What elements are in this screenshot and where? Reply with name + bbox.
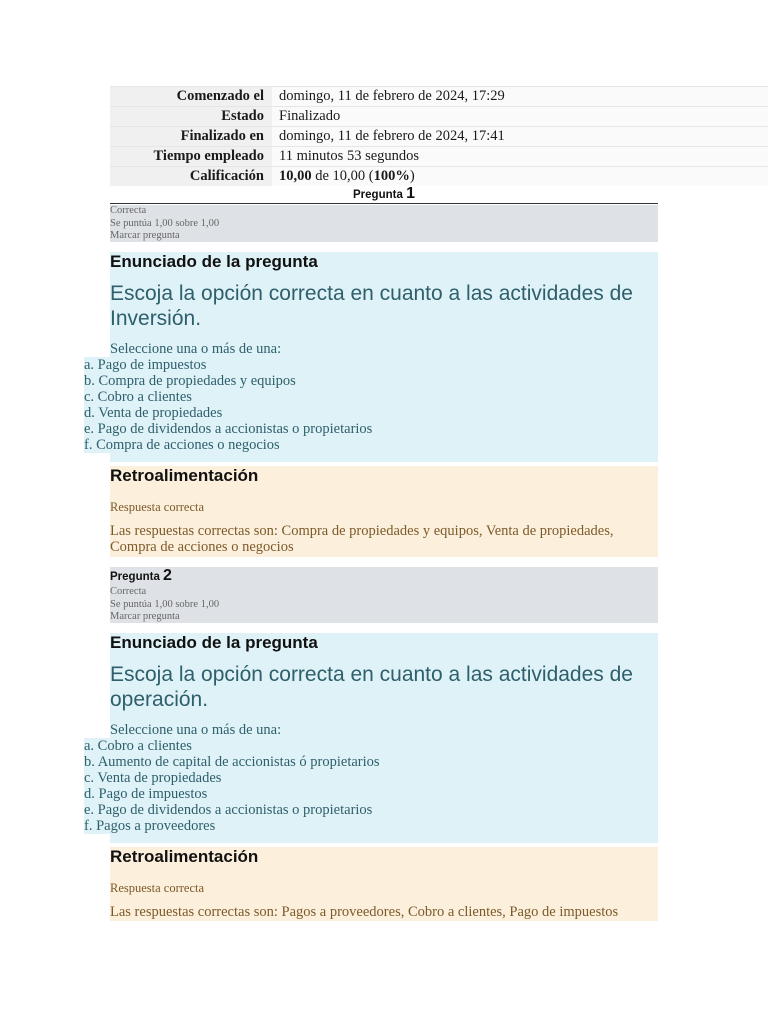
question-1-feedback	[110, 466, 658, 557]
question-number: 2	[163, 567, 172, 584]
summary-row	[110, 107, 768, 127]
grade-value	[272, 167, 768, 187]
question-text: Escoja la opción correcta en cuanto a las actividades de Inversión.	[110, 282, 633, 330]
flag-question-link[interactable]: Marcar pregunta	[110, 230, 180, 241]
right-answer: Las respuestas correctas son: Compra de propiedades y equipos, Venta de propiedades, Compra de acciones o negocios	[110, 523, 614, 555]
summary-label: Comenzado el	[110, 87, 272, 107]
grade-score: 10,00	[279, 168, 312, 184]
question-grade: Se puntúa 1,00 sobre 1,00	[110, 598, 220, 610]
grade-of: de 10,00 (	[311, 168, 374, 184]
feedback-status: Respuesta correcta	[110, 500, 205, 514]
summary-row	[110, 127, 768, 147]
question-title-text: Pregunta	[110, 571, 164, 583]
summary-row-grade	[110, 167, 768, 187]
question-2-info	[110, 567, 658, 623]
question-2-feedback	[110, 847, 658, 921]
question-number: 1	[406, 185, 415, 202]
answer-prompt: Seleccione una o más de una:	[110, 722, 282, 738]
question-title-text: Pregunta	[353, 189, 407, 201]
answer-option[interactable]: e. Pago de dividendos a accionistas o propietarios	[84, 421, 373, 437]
content-heading: Enunciado de la pregunta	[110, 633, 318, 652]
question-1-title	[110, 185, 658, 203]
question-2-content	[84, 633, 658, 843]
answer-option[interactable]: d. Venta de propiedades	[84, 405, 223, 421]
grade-label: Calificación	[110, 167, 272, 187]
summary-value: domingo, 11 de febrero de 2024, 17:29	[272, 87, 768, 107]
question-2-title	[110, 567, 658, 586]
question-text: Escoja la opción correcta en cuanto a las actividades de operación.	[110, 663, 633, 711]
summary-label: Finalizado en	[110, 127, 272, 147]
grade-close: )	[409, 168, 415, 184]
answer-option[interactable]: f. Compra de acciones o negocios	[84, 437, 280, 453]
feedback-status: Respuesta correcta	[110, 881, 205, 895]
answer-option[interactable]: e. Pago de dividendos a accionistas o propietarios	[84, 802, 373, 818]
right-answer: Las respuestas correctas son: Pagos a proveedores, Cobro a clientes, Pago de impuestos	[110, 904, 619, 920]
content-heading: Enunciado de la pregunta	[110, 252, 318, 271]
answer-option[interactable]: b. Aumento de capital de accionistas ó propietarios	[84, 754, 380, 770]
question-1-content	[84, 252, 658, 462]
answer-option[interactable]: d. Pago de impuestos	[84, 786, 208, 802]
summary-value: 11 minutos 53 segundos	[272, 147, 768, 167]
question-state: Correcta	[110, 205, 147, 216]
divider	[110, 203, 658, 204]
question-1-info	[110, 205, 658, 242]
summary-row	[110, 87, 768, 107]
summary-value: Finalizado	[272, 107, 768, 127]
answer-option[interactable]: f. Pagos a proveedores	[84, 818, 216, 834]
summary-row	[110, 147, 768, 167]
summary-label: Tiempo empleado	[110, 147, 272, 167]
answer-option[interactable]: a. Cobro a clientes	[84, 738, 192, 754]
answer-option[interactable]: a. Pago de impuestos	[84, 357, 207, 373]
answer-option[interactable]: b. Compra de propiedades y equipos	[84, 373, 296, 389]
question-state: Correcta	[110, 586, 147, 597]
answer-option[interactable]: c. Venta de propiedades	[84, 770, 222, 786]
summary-value: domingo, 11 de febrero de 2024, 17:41	[272, 127, 768, 147]
feedback-heading: Retroalimentación	[110, 466, 259, 485]
answer-option[interactable]: c. Cobro a clientes	[84, 389, 192, 405]
flag-question-link[interactable]: Marcar pregunta	[110, 611, 180, 622]
answer-list	[84, 738, 658, 834]
feedback-heading: Retroalimentación	[110, 847, 259, 866]
answer-prompt: Seleccione una o más de una:	[110, 341, 282, 357]
attempt-summary-table	[110, 86, 768, 186]
question-grade: Se puntúa 1,00 sobre 1,00	[110, 217, 220, 229]
summary-label: Estado	[110, 107, 272, 127]
grade-percent: 100%	[373, 168, 410, 184]
answer-list	[84, 357, 658, 453]
